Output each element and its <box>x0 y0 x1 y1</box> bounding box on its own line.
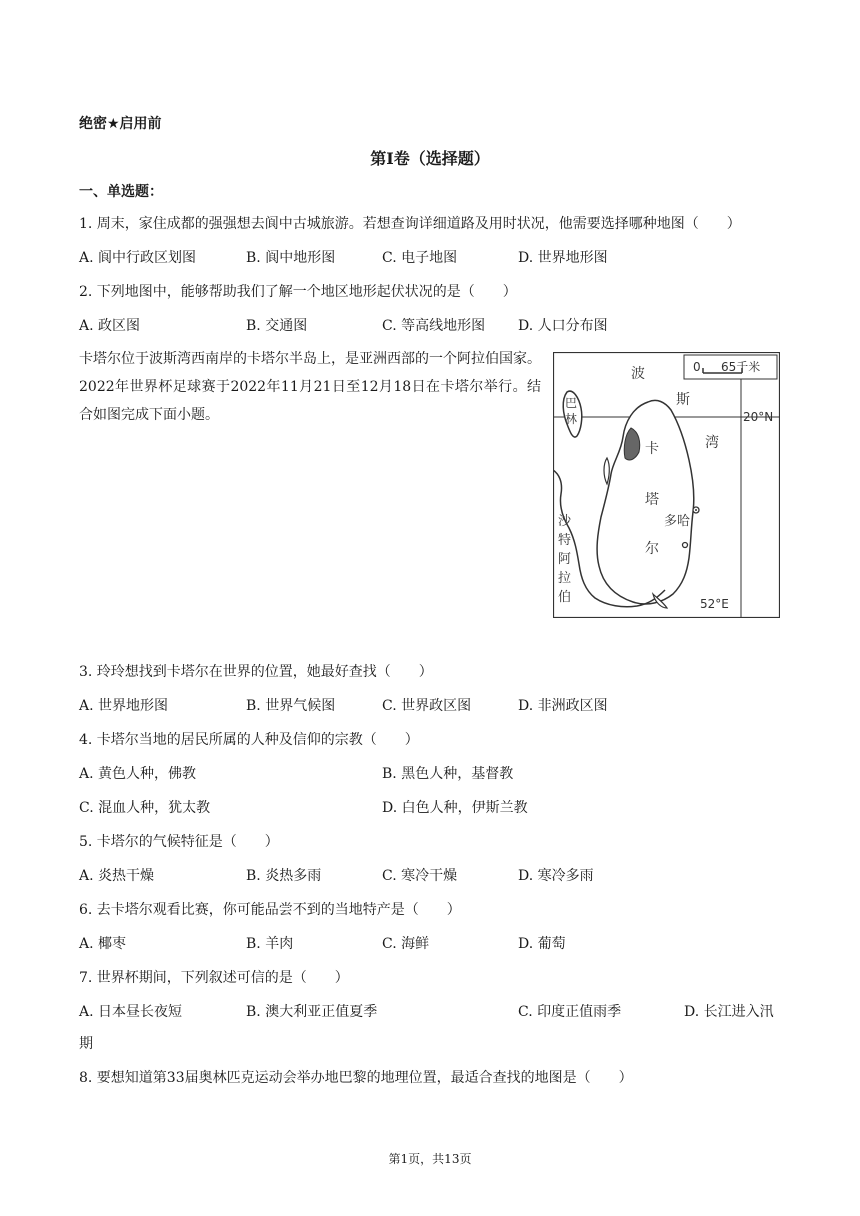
q2-option-d: D. 人口分布图 <box>518 318 608 334</box>
q2-option-c: C. 等高线地形图 <box>382 318 486 334</box>
map-label-si: 斯 <box>676 392 690 408</box>
map-label-wan: 湾 <box>705 435 719 451</box>
question-5-stem: 5. 卡塔尔的气候特征是（ ） <box>79 834 279 850</box>
q6-option-c: C. 海鲜 <box>382 936 430 952</box>
map-label-te: 特 <box>558 533 572 548</box>
question-8-stem: 8. 要想知道第33届奥林匹克运动会举办地巴黎的地理位置，最适合查找的地图是（ ） <box>79 1070 633 1086</box>
q7-option-d: D. 长江进入汛 <box>684 1004 774 1020</box>
q5-option-a: A. 炎热干燥 <box>79 868 155 884</box>
city-marker <box>683 543 688 548</box>
q3-option-d: D. 非洲政区图 <box>518 698 608 714</box>
question-2-stem: 2. 下列地图中，能够帮助我们了解一个地区地形起伏状况的是（ ） <box>79 284 517 300</box>
map-label-bo: 波 <box>631 366 645 382</box>
reading-passage: 卡塔尔位于波斯湾西南岸的卡塔尔半岛上，是亚洲西部的一个阿拉伯国家。2022年世界杯足球赛于2022年11月21日至12月18日在卡塔尔举行。结合如图完成下面小题。 <box>79 351 541 423</box>
q1-option-c: C. 电子地图 <box>382 250 458 266</box>
q4-option-d: D. 白色人种，伊斯兰教 <box>382 800 528 816</box>
q5-option-d: D. 寒冷多雨 <box>518 868 594 884</box>
q5-option-b: B. 炎热多雨 <box>246 868 322 884</box>
q1-option-b: B. 阆中地形图 <box>246 250 336 266</box>
qatar-map <box>553 352 780 618</box>
question-3-stem: 3. 玲玲想找到卡塔尔在世界的位置，她最好查找（ ） <box>79 664 433 680</box>
q6-option-b: B. 羊肉 <box>246 936 294 952</box>
q2-option-a: A. 政区图 <box>79 318 141 334</box>
confidential-label: 绝密★启用前 <box>79 116 162 132</box>
q6-option-a: A. 椰枣 <box>79 936 127 952</box>
q4-option-b: B. 黑色人种，基督教 <box>382 766 514 782</box>
map-label-ta: 塔 <box>645 492 659 508</box>
longitude-label: 52°E <box>700 597 729 611</box>
q7-option-c: C. 印度正值雨季 <box>518 1004 622 1020</box>
q6-option-d: D. 葡萄 <box>518 936 566 952</box>
scale-zero: 0 <box>693 360 701 374</box>
map-label-sha: 沙 <box>558 514 572 529</box>
map-label-la: 拉 <box>558 571 572 586</box>
q2-option-b: B. 交通图 <box>246 318 308 334</box>
map-label-bo2: 伯 <box>558 590 572 605</box>
question-4-stem: 4. 卡塔尔当地的居民所属的人种及信仰的宗教（ ） <box>79 732 419 748</box>
map-label-lin: 林 <box>565 412 578 426</box>
volume-title: 第I卷（选择题） <box>370 149 490 168</box>
q7-option-b: B. 澳大利亚正值夏季 <box>246 1004 378 1020</box>
latitude-label: 20°N <box>743 410 774 424</box>
q3-option-b: B. 世界气候图 <box>246 698 336 714</box>
q7-option-a: A. 日本昼长夜短 <box>79 1004 183 1020</box>
scale-label: 65千米 <box>721 360 761 374</box>
question-7-stem: 7. 世界杯期间，下列叙述可信的是（ ） <box>79 970 349 986</box>
question-6-stem: 6. 去卡塔尔观看比赛，你可能品尝不到的当地特产是（ ） <box>79 902 461 918</box>
question-1-stem: 1. 周末，家住成都的强强想去阆中古城旅游。若想查询详细道路及用时状况，他需要选择哪种地图（ ） <box>79 216 741 232</box>
q7-option-d-wrap: 期 <box>79 1036 93 1052</box>
map-label-er: 尔 <box>645 541 659 557</box>
map-label-a: 阿 <box>558 552 572 567</box>
map-label-ka: 卡 <box>645 441 659 457</box>
q3-option-c: C. 世界政区图 <box>382 698 472 714</box>
page-footer: 第1页，共13页 <box>388 1152 472 1166</box>
q4-option-a: A. 黄色人种，佛教 <box>79 766 197 782</box>
q3-option-a: A. 世界地形图 <box>79 698 169 714</box>
doha-label: 多哈 <box>664 514 691 529</box>
q4-option-c: C. 混血人种，犹太教 <box>79 800 211 816</box>
q5-option-c: C. 寒冷干燥 <box>382 868 458 884</box>
q1-option-a: A. 阆中行政区划图 <box>79 250 197 266</box>
section-heading: 一、单选题： <box>79 184 163 200</box>
map-label-ba: 巴 <box>565 396 578 410</box>
q1-option-d: D. 世界地形图 <box>518 250 608 266</box>
